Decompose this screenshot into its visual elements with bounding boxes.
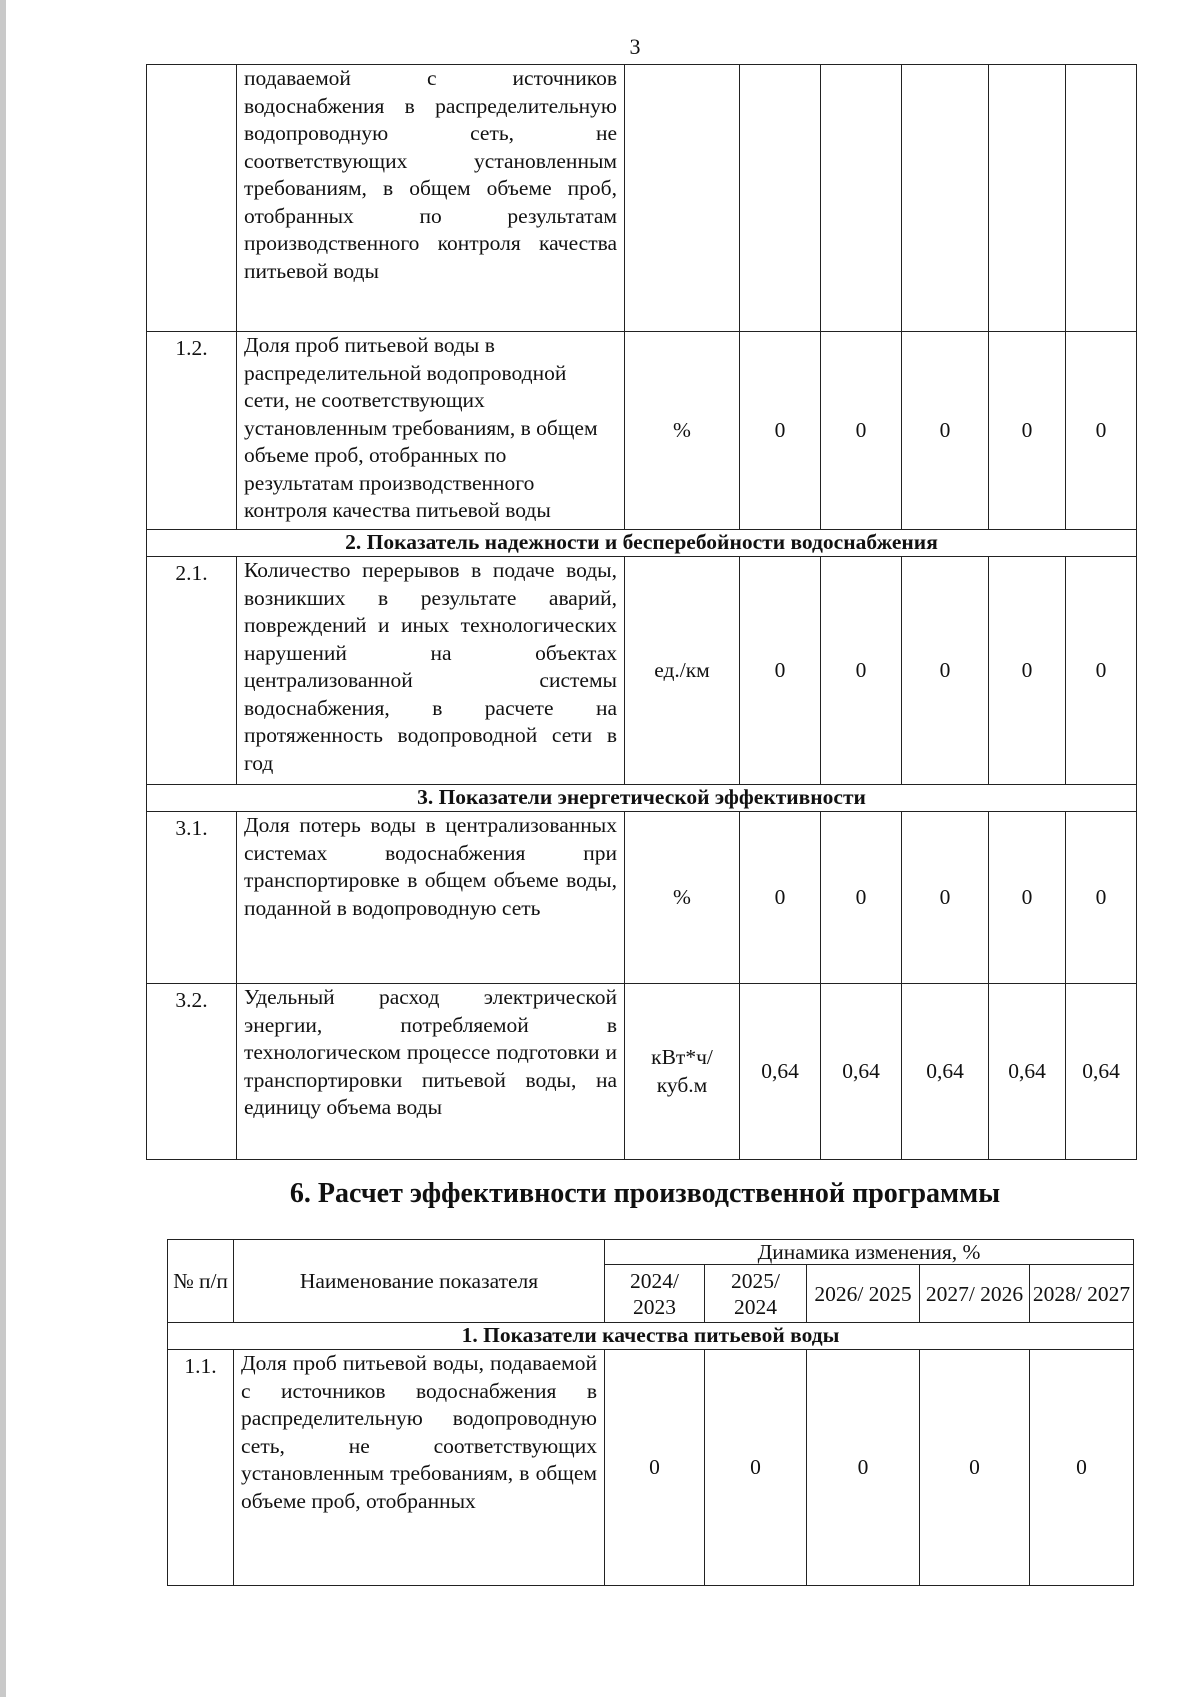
header-dynamics: Динамика изменения, %: [605, 1240, 1134, 1265]
header-name: Наименование показателя: [234, 1240, 605, 1323]
table-row: 2.1. Количество перерывов в подаче воды, возникших в результате аварий, повреждений и иных технологических нарушений на объектах централизованной системы водоснабжения, в расчете на протяженность водопроводной сети в год ед./км 0 0 0 0 0: [147, 557, 1137, 785]
table-row: 3.2. Удельный расход электрической энергии, потребляемой в технологическом процессе подготовки и транспортировки питьевой воды, на единицу объема воды кВт*ч/ куб.м 0,64 0,64 0,64 0,64 0,64: [147, 984, 1137, 1160]
header-num: № п/п: [168, 1240, 234, 1323]
scan-edge: [0, 0, 6, 1697]
table-row: 1.2. Доля проб питьевой воды в распределительной водопроводной сети, не соответствующих установленным требованиям, в общем объеме проб, отобранных по результатам производственного контроля качества питьевой воды % 0 0 0 0 0: [147, 332, 1137, 530]
table-row: 3.1. Доля потерь воды в централизованных системах водоснабжения при транспортировке в общем объеме воды, поданной в водопроводную сеть % 0 0 0 0 0: [147, 812, 1137, 984]
section-header-reliability: 2. Показатель надежности и бесперебойности водоснабжения: [147, 530, 1137, 557]
section-header-quality: 1. Показатели качества питьевой воды: [168, 1323, 1134, 1350]
row-unit: [625, 65, 740, 332]
header-years-row: 2024/ 2023 2025/ 2024 2026/ 2025 2027/ 2026 2028/ 2027: [168, 1265, 1134, 1323]
section-6-title: 6. Расчет эффективности производственной программы: [289, 1178, 1001, 1209]
indicators-table: [146, 64, 1137, 1160]
header-row: [168, 1240, 1134, 1265]
efficiency-table: [167, 1239, 1134, 1586]
row-number: [147, 65, 237, 332]
row-description: подаваемой с источников водоснабжения в распределительную водопроводную сеть, не соответствующих установленным требованиям, в общем объеме проб, отобранных по результатам производственного контроля качества питьевой воды: [237, 65, 625, 332]
page-number: 3: [629, 34, 641, 59]
table-row-continuation: [147, 65, 1137, 332]
table-row: 1.1. Доля проб питьевой воды, подаваемой с источников водоснабжения в распределительную водопроводную сеть, не соответствующих установленным требованиям, в общем объеме проб, отобранных 0 0 0 0 0: [168, 1350, 1134, 1586]
section-header-energy: 3. Показатели энергетической эффективности: [147, 785, 1137, 812]
